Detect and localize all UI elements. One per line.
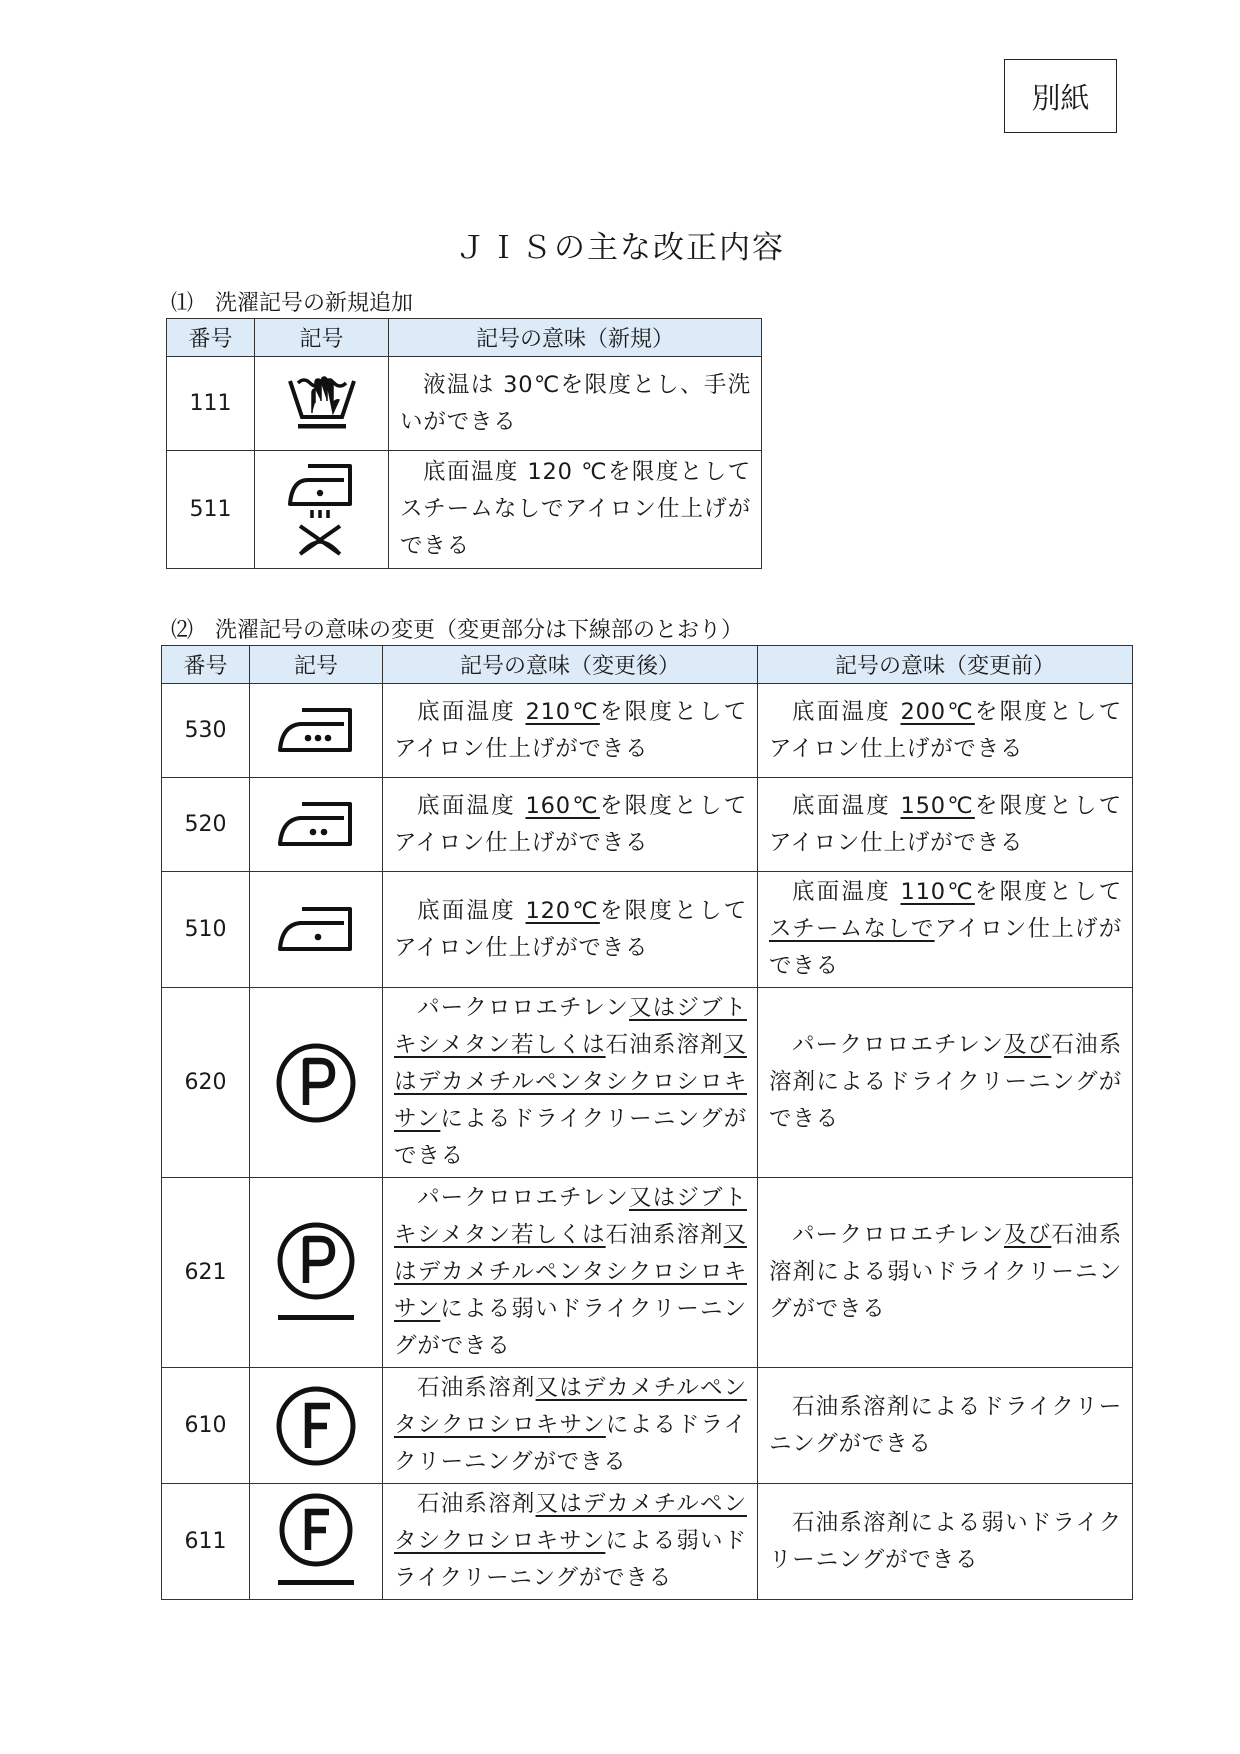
- row-number: 511: [167, 451, 255, 569]
- table-row: [167, 357, 762, 451]
- meaning-before: 底面温度 110℃を限度としてスチームなしでアイロン仕上げができる: [758, 872, 1133, 988]
- changed-symbols-table: [161, 645, 1133, 1600]
- table-row: [167, 451, 762, 569]
- meaning-before: 底面温度 200℃を限度としてアイロン仕上げができる: [758, 684, 1133, 778]
- header-meaning: 記号の意味（新規）: [389, 319, 762, 357]
- row-number: 111: [167, 357, 255, 451]
- header-after: 記号の意味（変更後）: [383, 646, 758, 684]
- symbol-cell: [250, 872, 383, 988]
- dry-clean-f-icon: [274, 1384, 358, 1468]
- iron-one-dot-icon: [274, 905, 358, 955]
- symbol-meaning: 液温は 30℃を限度とし、手洗いができる: [389, 357, 762, 451]
- header-symbol: 記号: [250, 646, 383, 684]
- table-row: [162, 1178, 1133, 1368]
- header-symbol: 記号: [255, 319, 389, 357]
- meaning-before: 底面温度 150℃を限度としてアイロン仕上げができる: [758, 778, 1133, 872]
- table-header-row: [167, 319, 762, 357]
- table-row: [162, 684, 1133, 778]
- meaning-after: 底面温度 120℃を限度としてアイロン仕上げができる: [383, 872, 758, 988]
- section1-heading: ⑴ 洗濯記号の新規追加: [171, 291, 414, 316]
- meaning-after: 底面温度 210℃を限度としてアイロン仕上げができる: [383, 684, 758, 778]
- table-row: [162, 872, 1133, 988]
- header-number: 番号: [162, 646, 250, 684]
- row-number: 621: [162, 1178, 250, 1368]
- section2-heading: ⑵ 洗濯記号の意味の変更（変更部分は下線部のとおり）: [171, 618, 744, 643]
- row-number: 610: [162, 1368, 250, 1484]
- row-number: 510: [162, 872, 250, 988]
- symbol-cell: [250, 684, 383, 778]
- meaning-after: 石油系溶剤又はデカメチルペンタシクロシロキサンによるドライクリーニングができる: [383, 1368, 758, 1484]
- new-symbols-table: [166, 318, 762, 569]
- meaning-after: 底面温度 160℃を限度としてアイロン仕上げができる: [383, 778, 758, 872]
- header-before: 記号の意味（変更前）: [758, 646, 1133, 684]
- meaning-before: パークロロエチレン及び石油系溶剤によるドライクリーニングができる: [758, 988, 1133, 1178]
- page-title: ＪＩＳの主な改正内容: [455, 230, 785, 266]
- table-row: [162, 1368, 1133, 1484]
- appendix-label: 別紙: [1004, 59, 1117, 133]
- meaning-before: 石油系溶剤による弱いドライクリーニングができる: [758, 1484, 1133, 1600]
- symbol-cell: [250, 1368, 383, 1484]
- row-number: 620: [162, 988, 250, 1178]
- table-row: [162, 778, 1133, 872]
- meaning-after: パークロロエチレン又はジブトキシメタン若しくは石油系溶剤又はデカメチルペンタシクロシロキサンによるドライクリーニングができる: [383, 988, 758, 1178]
- row-number: 530: [162, 684, 250, 778]
- symbol-cell: [255, 451, 389, 569]
- header-number: 番号: [167, 319, 255, 357]
- table-row: [162, 988, 1133, 1178]
- meaning-before: 石油系溶剤によるドライクリーニングができる: [758, 1368, 1133, 1484]
- dry-clean-p-icon: [274, 1041, 358, 1125]
- iron-three-dots-icon: [274, 706, 358, 756]
- symbol-cell: [255, 357, 389, 451]
- row-number: 520: [162, 778, 250, 872]
- table-header-row: [162, 646, 1133, 684]
- iron-two-dots-icon: [274, 800, 358, 850]
- iron-no-steam-icon: [282, 460, 362, 560]
- symbol-cell: [250, 1178, 383, 1368]
- table-row: [162, 1484, 1133, 1600]
- dry-clean-f-gentle-icon: [274, 1492, 358, 1592]
- symbol-cell: [250, 988, 383, 1178]
- meaning-after: パークロロエチレン又はジブトキシメタン若しくは石油系溶剤又はデカメチルペンタシクロシロキサンによる弱いドライクリーニングができる: [383, 1178, 758, 1368]
- meaning-before: パークロロエチレン及び石油系溶剤による弱いドライクリーニングができる: [758, 1178, 1133, 1368]
- symbol-cell: [250, 778, 383, 872]
- row-number: 611: [162, 1484, 250, 1600]
- symbol-meaning: 底面温度 120 ℃を限度としてスチームなしでアイロン仕上げができる: [389, 451, 762, 569]
- hand-wash-tub-icon: [284, 369, 360, 439]
- meaning-after: 石油系溶剤又はデカメチルペンタシクロシロキサンによる弱いドライクリーニングができる: [383, 1484, 758, 1600]
- symbol-cell: [250, 1484, 383, 1600]
- dry-clean-p-gentle-icon: [274, 1221, 358, 1325]
